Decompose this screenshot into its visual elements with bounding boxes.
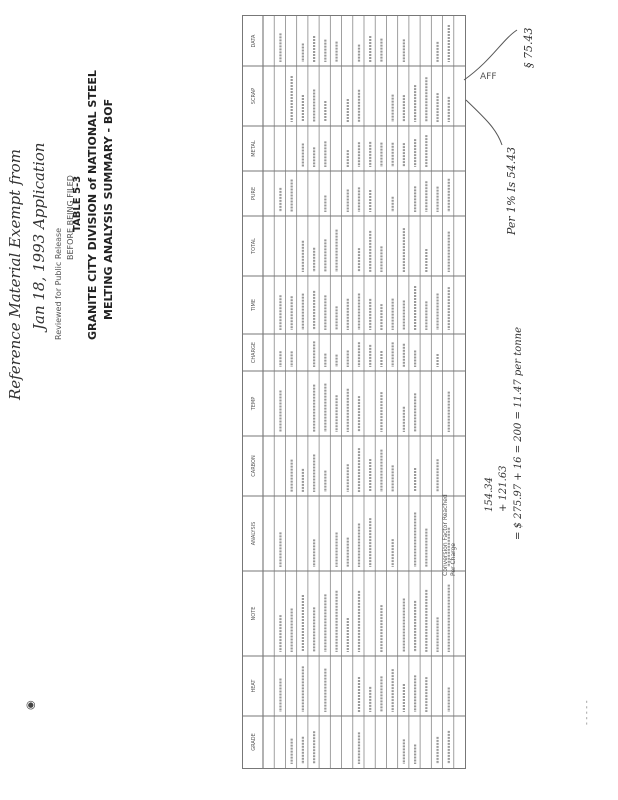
calc-line-2: + 121.63 bbox=[498, 465, 509, 512]
release-note: Reviewed for Public Release bbox=[54, 227, 63, 340]
annotation-arrows bbox=[462, 20, 532, 150]
column-header: CHARGE bbox=[251, 341, 257, 364]
column-header: DATA bbox=[251, 34, 257, 48]
column-header: CARBON bbox=[251, 455, 257, 477]
column-header: SCRAP bbox=[251, 87, 257, 105]
annotation-top: § 75.43 bbox=[522, 27, 535, 68]
handwritten-date-line: Jan 18, 1993 Application bbox=[30, 142, 48, 330]
table-grid-lines bbox=[243, 16, 465, 768]
annotation-per-unit: Per 1% Is 54.43 bbox=[505, 146, 518, 235]
column-header: PURE bbox=[251, 186, 257, 201]
document-header bbox=[6, 20, 126, 400]
column-header: HEAT bbox=[251, 679, 257, 693]
table-subtitle: MELTING ANALYSIS SUMMARY - BOF bbox=[102, 98, 115, 320]
column-header: TIME bbox=[251, 298, 257, 312]
filing-note: BEFORE BEING FILED bbox=[66, 175, 75, 260]
side-mark: AFF bbox=[480, 72, 497, 82]
column-header: GRADE bbox=[251, 733, 257, 751]
column-header: TEMP bbox=[251, 396, 257, 411]
table-title: GRANITE CITY DIVISION of NATIONAL STEEL bbox=[86, 70, 99, 340]
footer-note: Per Charge bbox=[450, 543, 457, 576]
footer-note: Conversion Factor Reached bbox=[442, 494, 449, 576]
data-table bbox=[242, 15, 466, 769]
column-header: NOTE bbox=[251, 606, 257, 621]
handwritten-reference-line: Reference Material Exempt from bbox=[6, 149, 24, 400]
column-header: METAL bbox=[251, 140, 257, 157]
calc-line-3: = $ 275.97 + 16 = 200 = 11.47 per tonne bbox=[513, 326, 524, 540]
column-header: ANALYSIS bbox=[251, 521, 257, 546]
table-number: TABLE 5-3 bbox=[72, 175, 83, 232]
page-footer-mark: - - - - - bbox=[582, 700, 591, 725]
calc-line-1: 154.34 bbox=[484, 477, 495, 512]
column-header: TOTAL bbox=[251, 238, 257, 254]
stamp-icon: ◉ bbox=[26, 698, 36, 711]
